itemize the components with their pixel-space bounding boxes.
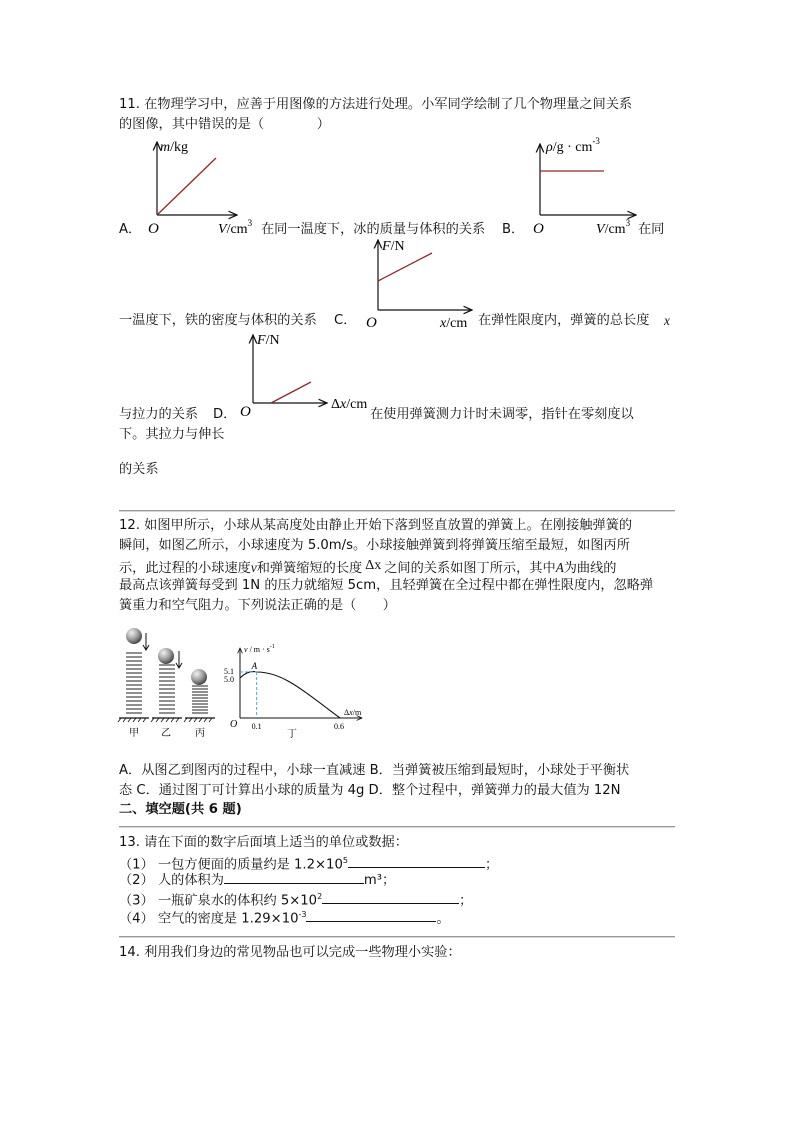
vgraph-ytick-5.1: 5.1 — [224, 667, 234, 676]
q13-item-4-text: 空气的密度是 1.29×10 — [157, 911, 299, 927]
graph-a-ylabel: m/kg — [160, 140, 189, 155]
vgraph-ytick-5.0: 5.0 — [224, 675, 234, 684]
q12-line3-b: 和弹簧缩短的长度 — [256, 561, 363, 576]
graph-c-xlabel: x/cm — [440, 316, 468, 331]
q11-option-b-text: 在同 — [638, 222, 665, 237]
graph-d-xlabel: Δx/cm — [331, 397, 368, 412]
vgraph-origin: O — [230, 719, 238, 730]
q13-item-3-blank[interactable] — [322, 889, 459, 904]
q13-item-4 — [119, 905, 679, 929]
q12-line3-c: 之间的关系如图丁所示，其中 — [384, 561, 556, 576]
vgraph-peak-label: A — [251, 661, 258, 671]
q13-item-3-sup: 2 — [317, 892, 323, 901]
q13-item-4-blank[interactable] — [306, 907, 436, 922]
q11-option-b-text2: 一温度下，铁的密度与体积的关系 — [119, 313, 317, 328]
divider-1 — [119, 510, 675, 512]
vgraph-curve — [240, 672, 340, 718]
q12-line1: 12. 如图甲所示，小球从某高度处由静止开始下落到竖直放置的弹簧上。在刚接触弹簧的 — [119, 518, 633, 533]
vgraph-xtick-0.1: 0.1 — [251, 722, 262, 731]
graph-c-ylabel: F/N — [382, 239, 405, 254]
q12-line2: 瞬间，如图乙所示，小球速度为 5.0m/s。小球接触弹簧到将弹簧压缩至最短，如图丙所 — [119, 538, 630, 553]
q11-option-c-text: 在弹性限度内，弹簧的总长度 — [478, 313, 650, 328]
q11-option-d-text: 在使用弹簧测力计时未调零，指针在零刻度以 — [370, 407, 634, 422]
q13-stem: 13. 请在下面的数字后面填上适当的单位或数据： — [119, 835, 408, 850]
q13-item-2-after: m³； — [363, 873, 396, 888]
q12-var-v: v — [250, 560, 257, 575]
q12-options-line1: A．从图乙到图丙的过程中，小球一直减速 B．当弹簧被压缩到最短时，小球处于平衡状 — [119, 763, 630, 778]
graph-c-origin: O — [366, 315, 377, 331]
graph-a-line — [157, 158, 216, 215]
q13-item-1-text: 一包方便面的质量约是 1.2×10 — [157, 857, 343, 873]
q12-var-dx: Δx — [365, 558, 382, 573]
spring-bing — [192, 686, 208, 713]
label-bing: 丙 — [195, 728, 205, 739]
q12-line3-a: 示，此过程的小球速度 — [119, 561, 251, 576]
q13-item-2-blank[interactable] — [224, 869, 364, 884]
q11-option-c-label: C． — [334, 313, 357, 328]
ball-yi — [158, 648, 174, 664]
spring-yi — [159, 665, 175, 713]
q13-item-1-num: （1） — [119, 857, 154, 873]
q12-options-line2: 态 C．通过图丁可计算出小球的质量为 4g D．整个过程中，弹簧弹力的最大值为 12N — [119, 783, 621, 798]
graph-d-line — [271, 382, 311, 403]
q14-stem: 14. 利用我们身边的常见物品也可以完成一些物理小实验： — [119, 945, 461, 960]
q13-item-1-blank[interactable] — [348, 853, 485, 868]
q13-item-4-num: （4） — [119, 911, 154, 927]
graph-b-ylabel: $\rho/g \cdot cm^{-3}$ — [546, 136, 600, 155]
divider-3 — [119, 936, 675, 938]
q11-option-a-text: 在同一温度下，冰的质量与体积的关系 — [261, 222, 486, 237]
q11-option-d-text3: 的关系 — [119, 462, 159, 477]
vgraph-xtick-0.6: 0.6 — [334, 722, 344, 731]
vgraph-xlabel: Δx/m — [344, 708, 362, 717]
q12-line5: 簧重力和空气阻力。下列说法正确的是（ ） — [119, 598, 396, 613]
graph-b-xlabel: $V/cm^3$ — [596, 218, 631, 237]
graph-d-force-extension — [235, 330, 375, 425]
spring-jia — [126, 653, 142, 713]
graph-a-mass-volume — [140, 138, 270, 238]
ball-jia — [126, 628, 142, 644]
q12-line4: 最高点该弹簧每受到 1N 的压力就缩短 5cm，且轻弹簧在全过程中都在弹性限度内，忽略弹 — [119, 578, 654, 593]
q13-item-3-text: 一瓶矿泉水的体积约 5×10 — [157, 893, 318, 909]
ball-bing — [191, 669, 207, 685]
q11-option-d-text2: 下。其拉力与伸长 — [119, 427, 225, 442]
graph-d-origin: O — [240, 404, 251, 420]
section-2-title: 二、填空题(共 6 题) — [119, 802, 242, 817]
q13-item-1-sup: 5 — [342, 856, 348, 865]
q11-stem-line1: 11. 在物理学习中，应善于用图像的方法进行处理。小军同学绘制了几个物理量之间关系 — [119, 97, 633, 112]
graph-c-line — [378, 253, 432, 281]
q13-item-1-after: ； — [484, 857, 499, 873]
divider-2 — [119, 826, 675, 828]
graph-a-origin: O — [148, 221, 159, 237]
q13-item-2-text: 人的体积为 — [157, 873, 224, 888]
springs-figure — [118, 625, 223, 740]
graph-b-origin: O — [533, 221, 544, 237]
q13-item-4-sup: -3 — [298, 910, 307, 919]
velocity-compression-graph — [222, 642, 372, 742]
label-ding: 丁 — [287, 729, 297, 740]
q11-option-c-var: x — [664, 313, 670, 328]
label-yi: 乙 — [161, 728, 171, 739]
q13-item-3-num: （3） — [119, 893, 154, 909]
graph-d-ylabel: F/N — [257, 333, 280, 348]
q13-item-2-num: （2） — [119, 873, 154, 888]
q12-var-a: A — [555, 560, 564, 575]
vgraph-ylabel: $v / m \cdot s^{-1}$ — [244, 644, 275, 654]
label-jia: 甲 — [129, 728, 139, 739]
graph-a-xlabel: $V/cm^3$ — [218, 218, 253, 237]
q13-item-3-after: ； — [459, 893, 473, 909]
q11-option-c-text2: 与拉力的关系 — [119, 407, 199, 422]
q11-stem-line2: 的图像，其中错误的是（ ） — [119, 117, 330, 132]
q11-option-b-label: B． — [502, 222, 525, 237]
q12-line3-d: 为曲线的 — [563, 561, 617, 576]
q13-item-4-after: 。 — [436, 911, 450, 927]
q11-option-a-label: A． — [119, 222, 142, 237]
q11-option-d-label: D． — [213, 407, 237, 422]
graph-c-length-force — [362, 235, 482, 333]
